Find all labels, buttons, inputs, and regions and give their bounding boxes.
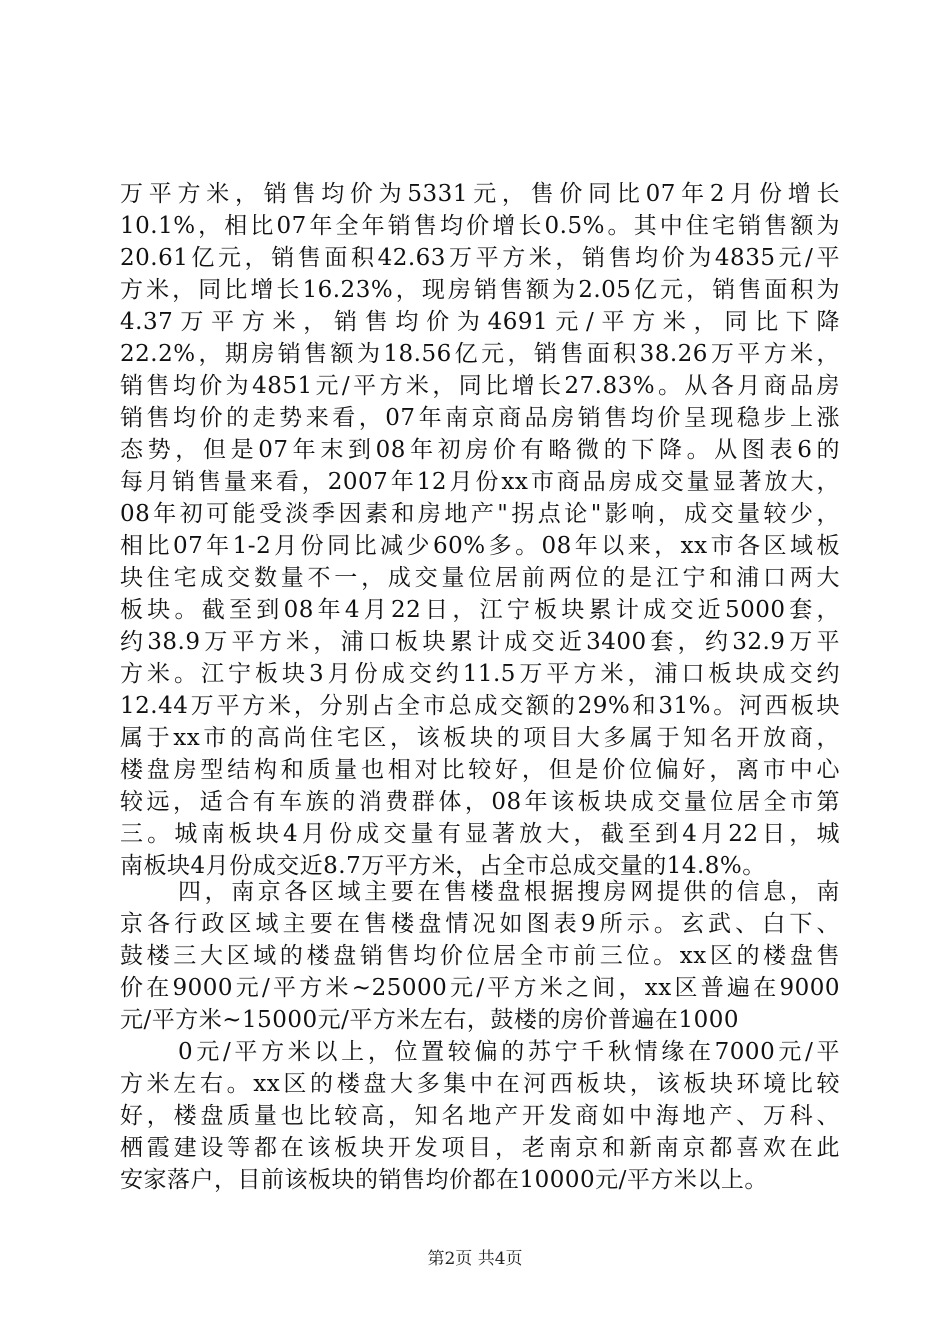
text-line: 方米，同比增长16.23%，现房销售额为2.05亿元，销售面积为 bbox=[120, 277, 840, 303]
text-line: 4.37万平方米，销售均价为4691元/平方米，同比下降 bbox=[120, 309, 840, 335]
text-line: 好，楼盘质量也比较高，知名地产开发商如中海地产、万科、 bbox=[120, 1103, 840, 1129]
text-line: 南板块4月份成交近8.7万平方米，占全市总成交量的14.8%。 bbox=[120, 853, 766, 879]
text-line: 较远，适合有车族的消费群体，08年该板块成交量位居全市第 bbox=[120, 789, 840, 815]
text-line: 块住宅成交数量不一，成交量位居前两位的是江宁和浦口两大 bbox=[120, 565, 840, 591]
text-line: 属于xx市的高尚住宅区，该板块的项目大多属于知名开放商， bbox=[120, 725, 840, 751]
text-line: 元/平方米~15000元/平方米左右，鼓楼的房价普遍在1000 bbox=[120, 1007, 739, 1033]
text-line: 销售均价为4851元/平方米，同比增长27.83%。从各月商品房 bbox=[120, 373, 840, 399]
text-line: 京各行政区域主要在售楼盘情况如图表9所示。玄武、白下、 bbox=[120, 911, 840, 937]
text-line: 方米左右。xx区的楼盘大多集中在河西板块，该板块环境比较 bbox=[120, 1071, 840, 1097]
text-line: 10.1%，相比07年全年销售均价增长0.5%。其中住宅销售额为 bbox=[120, 213, 840, 239]
text-line: 方米。江宁板块3月份成交约11.5万平方米，浦口板块成交约 bbox=[120, 661, 840, 687]
text-line: 0元/平方米以上，位置较偏的苏宁千秋情缘在7000元/平 bbox=[178, 1039, 840, 1065]
text-line: 态势，但是07年末到08年初房价有略微的下降。从图表6的 bbox=[120, 437, 840, 463]
text-line: 12.44万平方米，分别占全市总成交额的29%和31%。河西板块 bbox=[120, 693, 840, 719]
text-line: 08年初可能受淡季因素和房地产"拐点论"影响，成交量较少， bbox=[120, 501, 840, 527]
page-number-footer: 第2页 共4页 bbox=[427, 1249, 523, 1269]
text-line: 20.61亿元，销售面积42.63万平方米，销售均价为4835元/平 bbox=[120, 245, 840, 271]
text-line: 楼盘房型结构和质量也相对比较好，但是价位偏好，离市中心 bbox=[120, 757, 840, 783]
text-line: 鼓楼三大区域的楼盘销售均价位居全市前三位。xx区的楼盘售 bbox=[120, 943, 840, 969]
text-line: 相比07年1-2月份同比减少60%多。08年以来，xx市各区域板 bbox=[120, 533, 840, 559]
text-line: 板块。截至到08年4月22日，江宁板块累计成交近5000套， bbox=[120, 597, 840, 623]
text-line: 每月销售量来看，2007年12月份xx市商品房成交量显著放大， bbox=[120, 469, 840, 495]
text-line: 安家落户，目前该板块的销售均价都在10000元/平方米以上。 bbox=[120, 1167, 768, 1193]
text-line: 约38.9万平方米，浦口板块累计成交近3400套，约32.9万平 bbox=[120, 629, 840, 655]
text-line: 万平方米，销售均价为5331元，售价同比07年2月份增长 bbox=[120, 181, 840, 207]
text-line: 三。城南板块4月份成交量有显著放大，截至到4月22日，城 bbox=[120, 821, 840, 847]
text-line: 价在9000元/平方米~25000元/平方米之间，xx区普遍在9000 bbox=[120, 975, 840, 1001]
text-line: 栖霞建设等都在该板块开发项目，老南京和新南京都喜欢在此 bbox=[120, 1135, 840, 1161]
body-paragraph-market-sales bbox=[120, 178, 840, 882]
body-paragraph-district-listings bbox=[120, 876, 840, 1196]
text-line: 销售均价的走势来看，07年南京商品房销售均价呈现稳步上涨 bbox=[120, 405, 840, 431]
text-line: 四，南京各区域主要在售楼盘根据搜房网提供的信息，南 bbox=[178, 879, 840, 905]
text-line: 22.2%，期房销售额为18.56亿元，销售面积38.26万平方米， bbox=[120, 341, 840, 367]
